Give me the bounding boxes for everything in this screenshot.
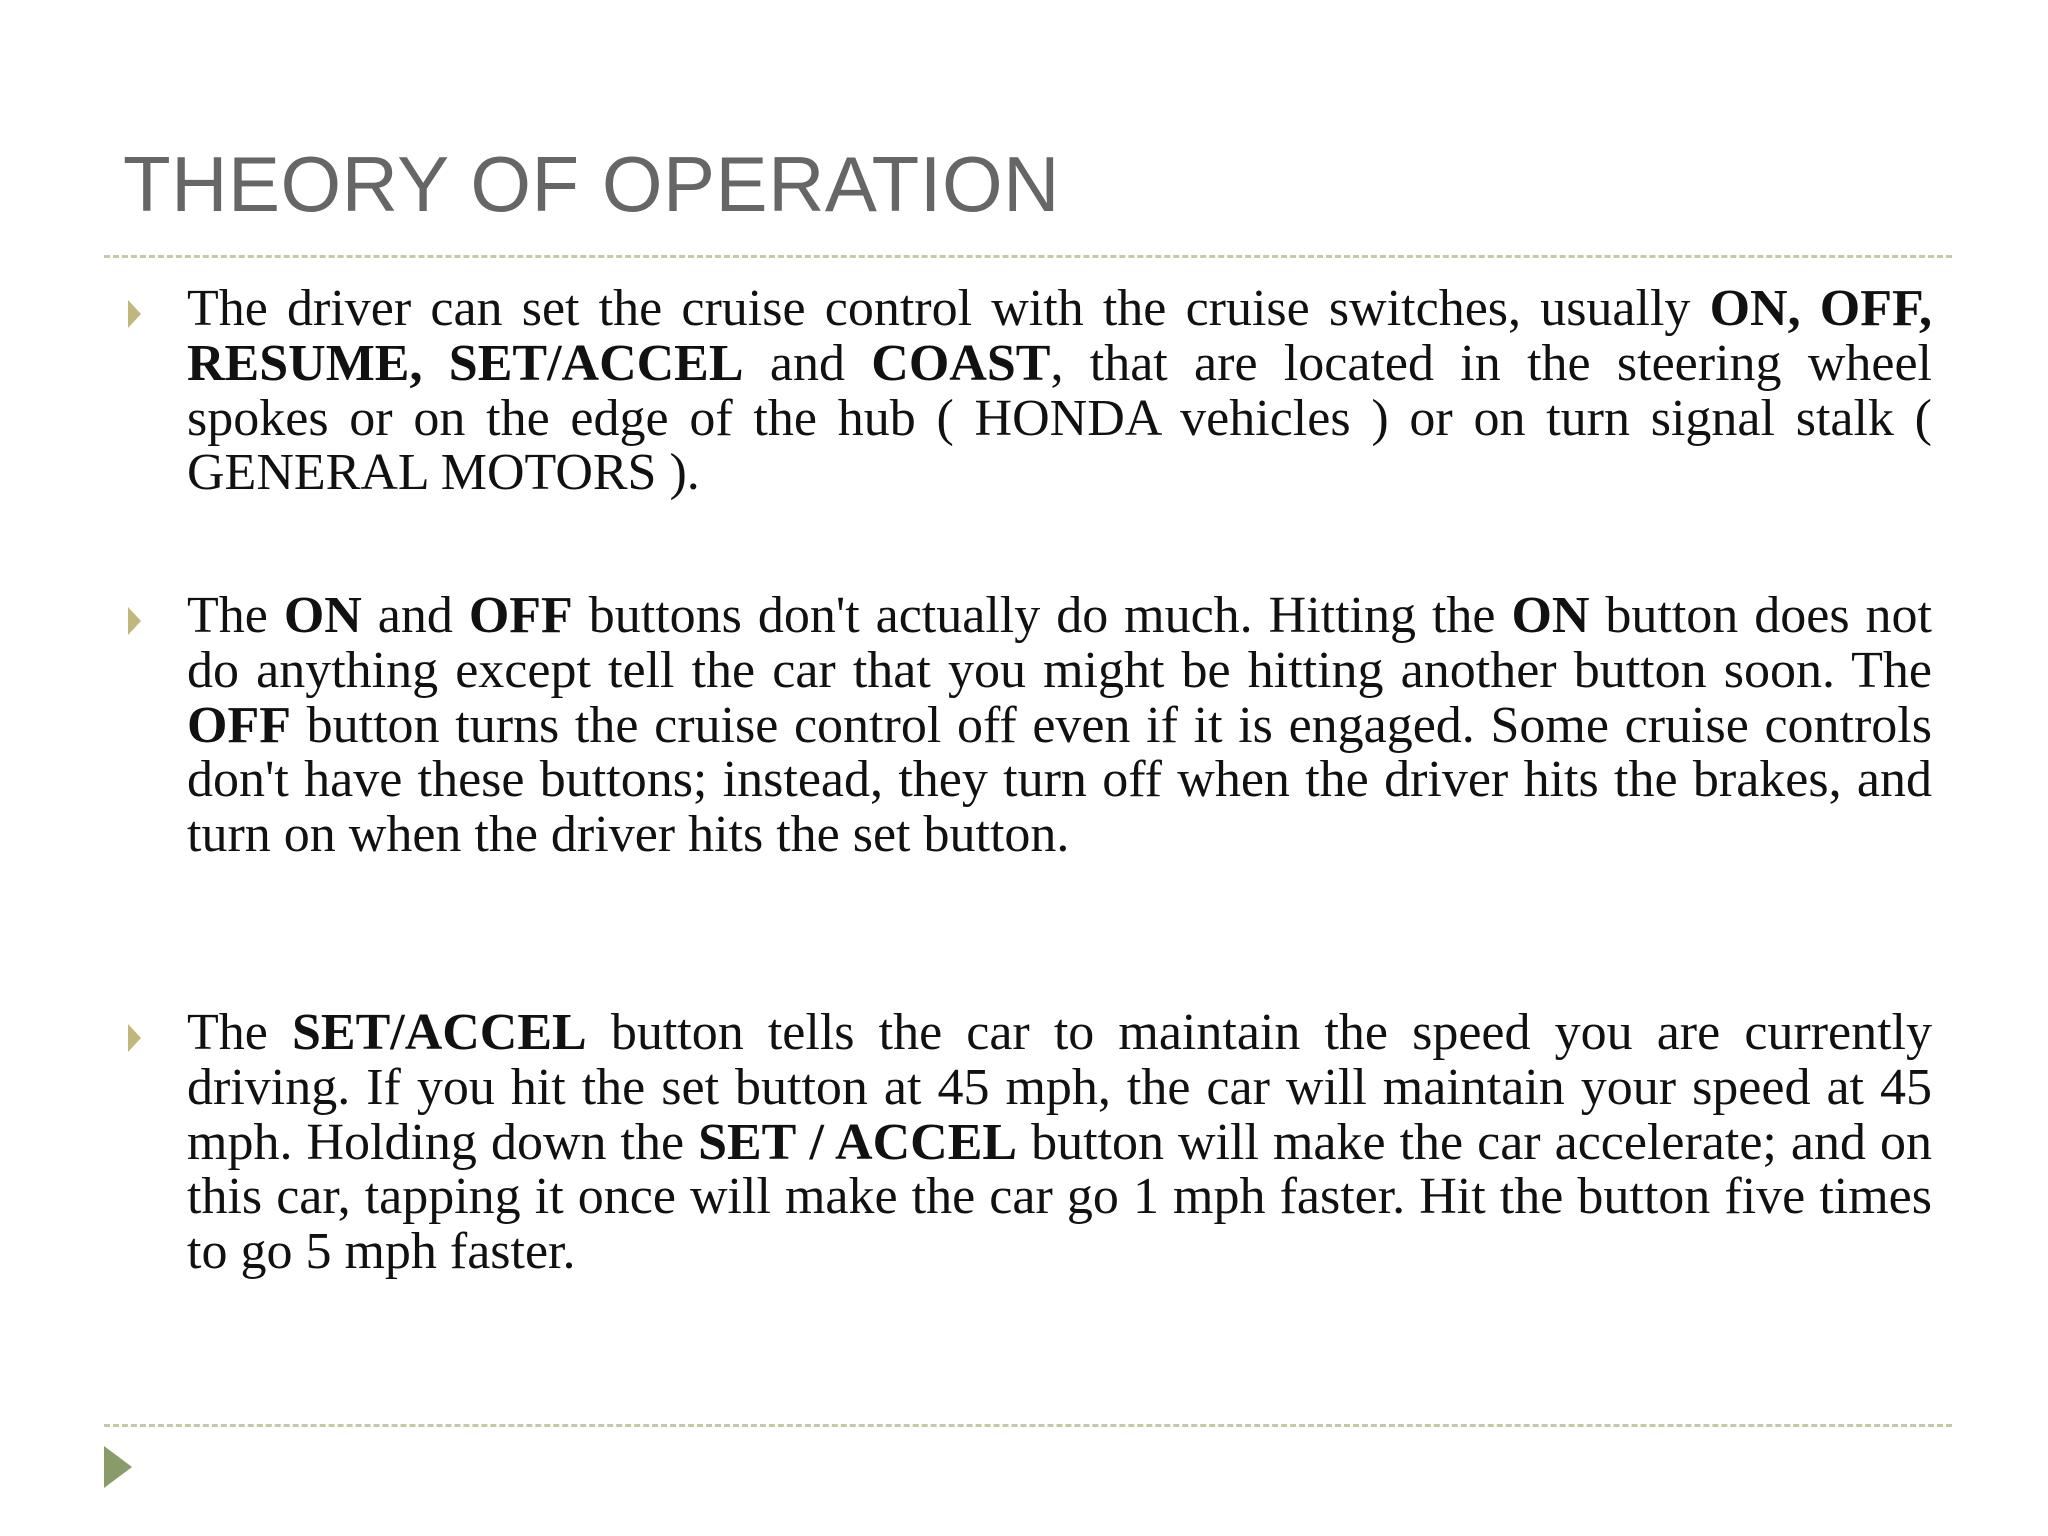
bullet-arrow-icon: [128, 607, 141, 635]
bullet-text: The: [187, 1004, 292, 1061]
footer-divider: [104, 1424, 1952, 1427]
next-slide-arrow-icon[interactable]: [104, 1446, 132, 1488]
bullet-arrow-icon: [128, 1024, 141, 1052]
bullet-text: The driver can set the cruise control with the cruise switches, usually: [187, 280, 1710, 337]
bullet-item: [187, 589, 1932, 863]
bullet-text-bold: COAST: [871, 334, 1051, 392]
bullet-text: The: [187, 587, 284, 644]
bullet-text-bold: ON, OFF, RESUME, SET/ACCEL: [187, 280, 1932, 392]
bullet-text-bold: ON: [283, 587, 362, 644]
slide-title: THEORY OF OPERATION: [123, 140, 1060, 228]
bullet-text-bold: ON: [1511, 587, 1590, 644]
bullet-text-bold: SET / ACCEL: [698, 1113, 1018, 1171]
bullet-text: button turns the cruise control off even if it is engaged. Some cruise controls don't have these buttons; instead, they turn off when the driver hits the brakes, and turn on when the driver hits the set button.: [187, 696, 1932, 864]
bullet-text-bold: OFF: [468, 587, 573, 644]
bullet-text: button tells the car to maintain the speed you are currently driving. If you hit the set button at 45 mph, the car will maintain your speed at 45 mph. Holding down the: [187, 1004, 1933, 1171]
bullet-text: button does not do anything except tell the car that you might be hitting another button soon. The: [187, 587, 1932, 699]
bullet-text: and: [361, 587, 469, 644]
bullet-text: and: [743, 334, 872, 392]
bullet-text-bold: SET/ACCEL: [291, 1004, 587, 1061]
title-divider: [104, 255, 1952, 258]
bullet-text: , that are located in the steering wheel spokes or on the edge of the hub ( HONDA vehicles ) or on turn signal stalk ( GENERAL MOTORS ).: [187, 334, 1932, 502]
bullet-item: [187, 282, 1932, 501]
bullet-text: button will make the car accelerate; and on this car, tapping it once will make the car go 1 mph faster. Hit the button five times to go 5 mph faster.: [187, 1113, 1932, 1281]
bullet-text: buttons don't actually do much. Hitting the: [572, 587, 1512, 644]
bullet-arrow-icon: [128, 300, 141, 328]
bullet-item: [187, 1006, 1932, 1280]
bullet-text-bold: OFF: [187, 696, 291, 754]
